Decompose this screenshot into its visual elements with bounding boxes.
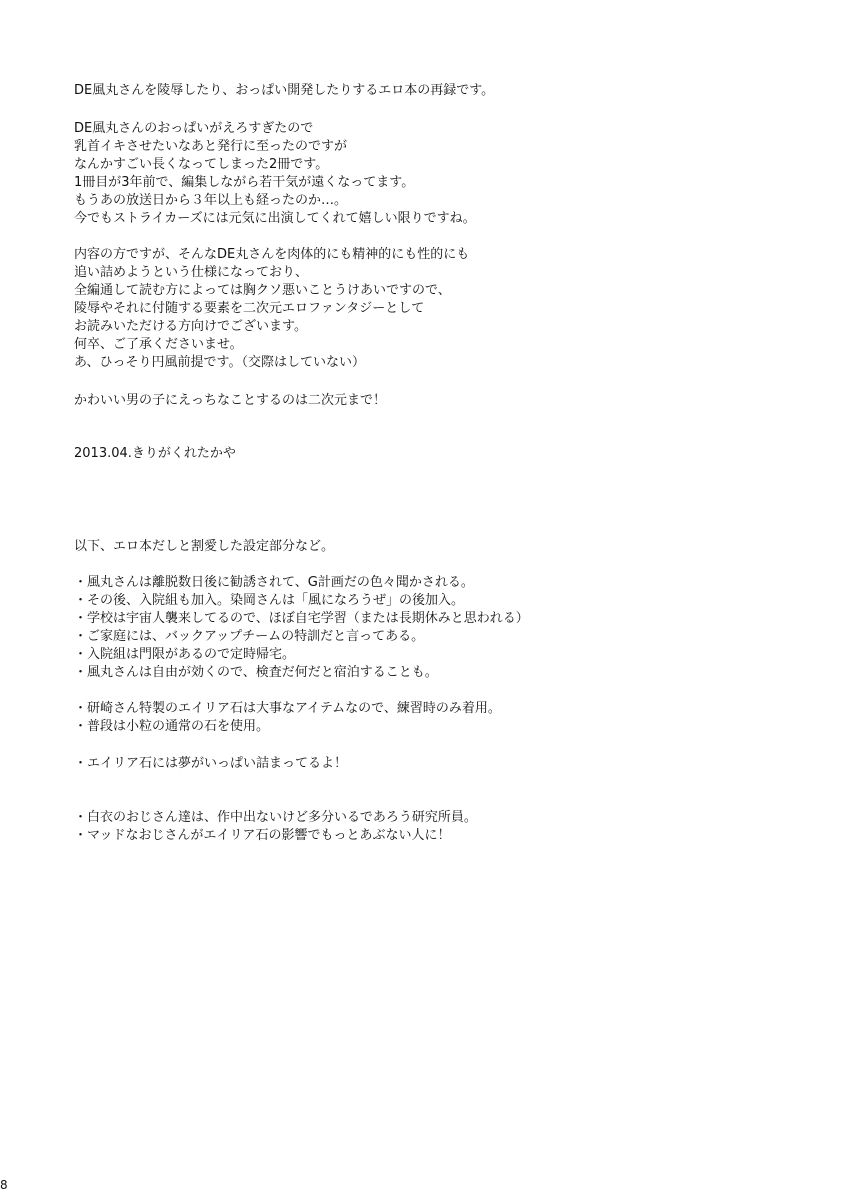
text-line: なんかすごい長くなってしまった2冊です。	[74, 157, 329, 172]
list-item: ・普段は小粒の通常の石を使用。	[74, 719, 270, 734]
list-item: ・白衣のおじさん達は、作中出ないけど多分いるであろう研究所員。	[74, 810, 477, 825]
paragraph-1	[74, 120, 814, 228]
list-item: ・風丸さんは自由が効くので、検査だ何だと宿泊することも。	[74, 665, 438, 680]
settings-list-3	[74, 755, 814, 773]
signature	[74, 445, 814, 463]
text-line: 追い詰めようという仕様になっており、	[74, 265, 309, 280]
text-line: 全編通して読む方によっては胸クソ悪いことうけあいですので、	[74, 283, 451, 298]
settings-list-1	[74, 574, 814, 682]
settings-list-4	[74, 809, 814, 845]
text-line: 今でもストライカーズには元気に出演してくれて嬉しい限りですね。	[74, 211, 476, 226]
text-line: 何卒、ご了承くださいませ。	[74, 337, 243, 352]
list-item: ・ご家庭には、バックアップチームの特訓だと言ってある。	[74, 629, 425, 644]
page-number: 8	[0, 1178, 8, 1192]
list-item: ・エイリア石には夢がいっぱい詰まってるよ！	[74, 756, 348, 771]
text-line: あ、ひっそり円風前提です。（交際はしていない）	[74, 355, 365, 370]
text-line: DE風丸さんのおっぱいがえろすぎたので	[74, 121, 314, 136]
settings-list-2	[74, 700, 814, 736]
list-item: ・マッドなおじさんがエイリア石の影響でもっとあぶない人に！	[74, 828, 451, 843]
text-line: DE風丸さんを陵辱したり、おっぱい開発したりするエロ本の再録です。	[74, 83, 495, 98]
text-line: かわいい男の子にえっちなことするのは二次元まで！	[74, 393, 387, 408]
list-item: ・研崎さん特製のエイリア石は大事なアイテムなので、練習時のみ着用。	[74, 701, 501, 716]
list-item: ・入院組は門限があるので定時帰宅。	[74, 647, 296, 662]
list-item: ・学校は宇宙人襲来してるので、ほぼ自宅学習（または長期休みと思われる）	[74, 611, 529, 626]
text-line: お読みいただける方向けでございます。	[74, 319, 307, 334]
text-line: 陵辱やそれに付随する要素を二次元エロファンタジーとして	[74, 301, 425, 316]
paragraph-3	[74, 392, 814, 410]
text-line: 乳首イキさせたいなあと発行に至ったのですが	[74, 139, 348, 154]
text-line: 1冊目が3年前で、編集しながら若干気が遠くなってます。	[74, 175, 415, 190]
text-line: 以下、エロ本だしと割愛した設定部分など。	[74, 539, 335, 554]
settings-intro	[74, 538, 814, 556]
text-line: もうあの放送日から３年以上も経ったのか…。	[74, 193, 348, 208]
list-item: ・風丸さんは離脱数日後に勧誘されて、G計画だの色々聞かされる。	[74, 575, 474, 590]
list-item: ・その後、入院組も加入。染岡さんは「風になろうぜ」の後加入。	[74, 593, 465, 608]
paragraph-2	[74, 246, 814, 372]
signature-line: 2013.04.きりがくれたかや	[74, 446, 236, 461]
intro-paragraph	[74, 82, 814, 100]
text-line: 内容の方ですが、そんなDE丸さんを肉体的にも精神的にも性的にも	[74, 247, 470, 262]
